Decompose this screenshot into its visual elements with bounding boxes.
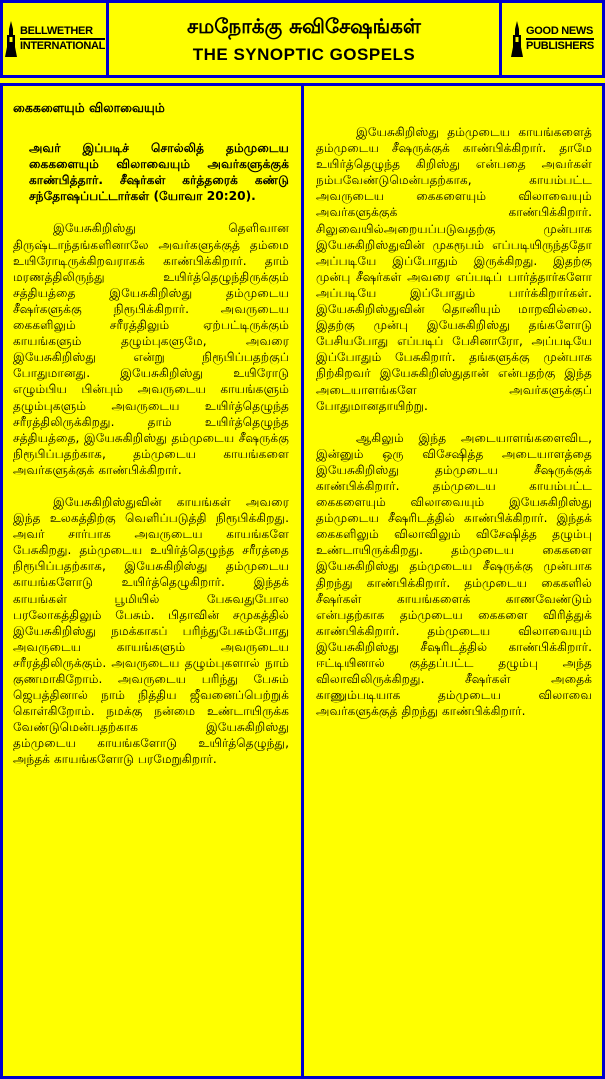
bell-tower-icon [510, 21, 524, 57]
paragraph: இயேசுகிறிஸ்துவின் காயங்கள் அவரை இந்த உலகத்திற்கு வெளிப்படுத்தி நிரூபிக்கிறது. அவர் சார்பாக அவருடைய காயங்களே பேசுகிறது. தம்முடைய உயிர்த்தெழுந்த சரீரத்தை நிரூபிப்பதற்காக, இயேசுகிறிஸ்து தம்முடைய காயங்களோடு உயிர்த்தெழுகிறார். இந்தக் காயங்கள் பூமியில் பேசுவதுபோல பரலோகத்திலும் பேசும். பிதாவின் சமுகத்தில் இயேசுகிறிஸ்து நமக்காகப் பரிந்துபேசும்போது அவருடைய காயங்களும் அவருடைய சரீரத்திலிருக்கும். அவருடைய தழும்புகளால் நாம் குணமாகிறோம். அவருடைய பரிந்து பேசும் ஜெபத்தினால் நாம் நித்திய ஜீவனைப்பெற்றுக் கொள்கிறோம். நமக்கு நன்மை உண்டாயிருக்க வேண்டுமென்பதற்காக இயேசுகிறிஸ்து தம்முடைய காயங்களோடு உயிர்த்தெழுந்து, அந்தக் காயங்களோடு பரமேறுகிறார். [13, 494, 289, 767]
bell-tower-icon [4, 21, 18, 57]
paragraph: இயேசுகிறிஸ்து தெளிவான திருஷ்டாந்தங்களினாலே அவர்களுக்குத் தம்மை உயிரோடிருக்கிறவராகக் காண்பிக்கிறார். தாம் மரணத்திலிருந்து உயிர்த்தெழுந்திருக்கும் சத்தியத்தை இயேசுகிறிஸ்து தம்முடைய சீஷர்களுக்கு நிரூபிக்கிறார். அவருடைய கைகளிலும் சரீரத்திலும் ஏற்பட்டிருக்கும் காயங்களும் தழும்புகளுமே, அவரை இயேசுகிறிஸ்து என்று நிரூபிப்பதற்குப் போதுமானது. இயேசுகிறிஸ்து உயிரோடு எழும்பிய பின்பும் அவருடைய காயங்களும் தழும்புகளும் அவருடைய உயிர்த்தெழுந்த சரீரத்திலிருக்கிறது. தாம் உயிர்த்தெழுந்த சத்தியத்தை, இயேசுகிறிஸ்து தம்முடைய சீஷருக்கு நிரூபிப்பதற்காக, தம்முடைய காயங்களை அவர்களுக்குக் காண்பிக்கிறார். [13, 221, 289, 477]
left-column [3, 86, 301, 1076]
article-body [0, 83, 605, 1079]
header-title-area [109, 3, 499, 75]
title-english: THE SYNOPTIC GOSPELS [192, 45, 416, 64]
header-banner [0, 0, 605, 78]
logo-left-line-1: BELLWETHER [20, 25, 105, 40]
bellwether-logo [3, 3, 109, 75]
paragraph: இயேசுகிறிஸ்து தம்முடைய காயங்களைத் தம்முடைய சீஷருக்குக் காண்பிக்கிறார். தாமே உயிர்த்தெழுந்த கிறிஸ்து என்பதை அவர்கள் நம்பவேண்டுமென்பதற்காக, காயம்பட்ட அவருடைய கைகளையும் விலாவையும் அவர்களுக்குக் காண்பிக்கிறார். சிலுவையில்அறையப்படுவதற்கு முன்பாக இயேசுகிறிஸ்துவின் முகரூபம் எப்படியிருந்ததோ அப்படியே இப்போதும் இருக்கிறது. இதற்கு முன்பு சீஷர்கள் அவரை எப்படிப் பார்த்தார்களோ அப்படியே இப்போதும் பார்க்கிறார்கள். இயேசுகிறிஸ்துவின் தொனியும் மாறவில்லை. இதற்கு முன்பு இயேசுகிறிஸ்து தங்களோடு பேசியபோது எப்படிப் பேசினாரோ, அப்படியே இப்போதும் பேசுகிறார். தங்களுக்கு முன்பாக நிற்கிறவர் இயேசுகிறிஸ்துதான் என்பதற்கு இந்த அடையாளங்களே அவர்களுக்குப் போதுமானதாயிற்று. [316, 125, 592, 413]
logo-right-line-1: GOOD NEWS [526, 25, 594, 40]
good-news-logo [499, 3, 602, 75]
scripture-quote: அவர் இப்படிச் சொல்லித் தம்முடைய கைகளையும் விலாவையும் அவர்களுக்குக் காண்பித்தார். சீஷர்கள் கர்த்தரைக் கண்டு சந்தோஷப்பட்டார்கள் (யோவா 20:20). [29, 141, 289, 204]
article-heading: கைகளையும் விலாவையும் [13, 100, 165, 115]
logo-left-line-2: INTERNATIONAL [19, 40, 106, 52]
title-tamil: சமநோக்கு சுவிசேஷங்கள் [187, 14, 421, 38]
paragraph: ஆகிலும் இந்த அடையாளங்களைவிட, இன்னும் ஒரு விசேஷித்த அடையாளத்தை இயேசுகிறிஸ்து தம்முடைய சீஷருக்குக் காண்பிக்கிறார். தம்முடைய காயம்பட்ட கைகளையும் விலாவையும் இயேசுகிறிஸ்து தம்முடைய சீஷரிடத்தில் காண்பிக்கிறார். இந்தக் கைகளிலும் விலாவிலும் விசேஷித்த தழும்பு உண்டாயிருக்கிறது. தம்முடைய கைகளை இயேசுகிறிஸ்து தம்முடைய சீஷருக்கு முன்பாக திறந்து காண்பிக்கிறார். தம்முடைய கைகளில் சீஷர்கள் காயங்களைக் காணவேண்டும் என்பதற்காக தம்முடைய கைகளை விரித்துக் காண்பிக்கிறார். தம்முடைய விலாவையும் இயேசுகிறிஸ்து சீஷரிடத்தில் காண்பிக்கிறார். ஈட்டியினால் குத்தப்பட்ட தழும்பு அந்த விலாவிலிருக்கிறது. சீஷர்கள் அதைக் காணும்படியாக தம்முடைய விலாவை அவர்களுக்குத் திறந்து காண்பிக்கிறார். [316, 430, 592, 719]
logo-right-line-2: PUBLISHERS [526, 40, 594, 52]
right-column [304, 86, 602, 1076]
